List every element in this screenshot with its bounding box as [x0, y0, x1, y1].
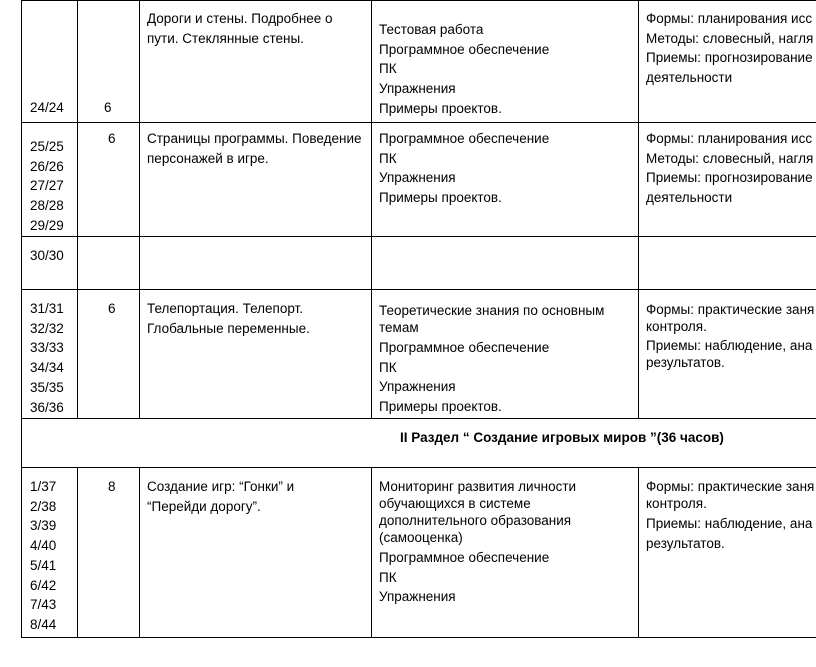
methods-cell: Формы: практические заня контроля. Приемы: наблюдение, ана результатов. [646, 302, 815, 370]
lesson-number: 33/33 [30, 340, 64, 356]
lesson-number: 5/41 [30, 557, 57, 573]
column-border [77, 467, 78, 638]
lesson-numbers [30, 98, 64, 118]
lesson-number: 25/25 [30, 139, 64, 154]
column-border [139, 467, 140, 638]
row-border [21, 0, 816, 1]
lesson-numbers [30, 477, 56, 635]
lesson-numbers [30, 246, 64, 266]
materials-cell: Теоретические знания по основным темам Программное обеспечение ПК Упражнения Примеры проектов. [379, 303, 605, 415]
column-border [371, 0, 372, 419]
materials-cell: Программное обеспечение ПК Упражнения Примеры проектов. [379, 131, 550, 206]
methods-cell: Формы: практические заня контроля. Приемы: наблюдение, ана результатов. [646, 479, 815, 551]
topic-cell: Создание игр: “Гонки” и “Перейди дорогу”. [147, 479, 295, 514]
lesson-number: 6/42 [30, 577, 57, 593]
materials-cell: Тестовая работа Программное обеспечение ПК Упражнения Примеры проектов. [379, 22, 550, 116]
row-border [21, 236, 816, 237]
hours-cell: 6 [108, 301, 116, 316]
hours-cell: 8 [108, 479, 116, 494]
lesson-number: 36/36 [30, 399, 64, 415]
column-border [139, 0, 140, 419]
lesson-number: 7/43 [30, 597, 57, 613]
lesson-number: 28/28 [30, 198, 64, 214]
lesson-number: 8/44 [30, 616, 57, 632]
row-border [21, 418, 816, 419]
lesson-number: 2/38 [30, 498, 57, 514]
column-border [77, 0, 78, 419]
lesson-number: 1/37 [30, 479, 57, 494]
lesson-number: 24/24 [30, 100, 64, 115]
column-border [638, 0, 639, 419]
column-border [638, 467, 639, 638]
section-title: II Раздел “ Создание игровых миров ”(36 часов) [400, 430, 724, 445]
topic-cell: Дороги и стены. Подробнее о пути. Стеклянные стены. [147, 11, 333, 46]
column-border [21, 0, 22, 638]
topic-cell: Страницы программы. Поведение персонажей в игре. [147, 131, 362, 166]
lesson-number: 29/29 [30, 217, 64, 233]
lesson-number: 31/31 [30, 301, 64, 316]
methods-cell: Формы: планирования исс Методы: словесный, нагля Приемы: прогнозирование деятельности [646, 131, 814, 206]
lesson-number: 32/32 [30, 320, 64, 336]
lesson-number: 26/26 [30, 158, 64, 174]
hours-cell: 6 [108, 131, 116, 146]
row-border [21, 467, 816, 468]
lesson-number: 30/30 [30, 248, 64, 263]
methods-cell: Формы: планирования исс Методы: словесный, нагля Приемы: прогнозирование деятельности [646, 11, 814, 86]
lesson-number: 34/34 [30, 360, 64, 376]
lesson-number: 3/39 [30, 518, 57, 534]
lesson-numbers [30, 299, 64, 417]
materials-cell: Мониторинг развития личности обучающихся в системе дополнительного образования (самооценка) Программное обеспечение ПК Упражнения [379, 479, 577, 605]
column-border [371, 467, 372, 638]
lesson-number: 27/27 [30, 178, 64, 194]
lesson-number: 35/35 [30, 379, 64, 395]
topic-cell: Телепортация. Телепорт. Глобальные переменные. [147, 301, 310, 336]
lesson-number: 4/40 [30, 538, 57, 554]
row-border [21, 122, 816, 123]
row-border [21, 637, 816, 638]
lesson-numbers [30, 137, 64, 236]
hours-cell: 6 [104, 100, 112, 115]
row-border [21, 289, 816, 290]
